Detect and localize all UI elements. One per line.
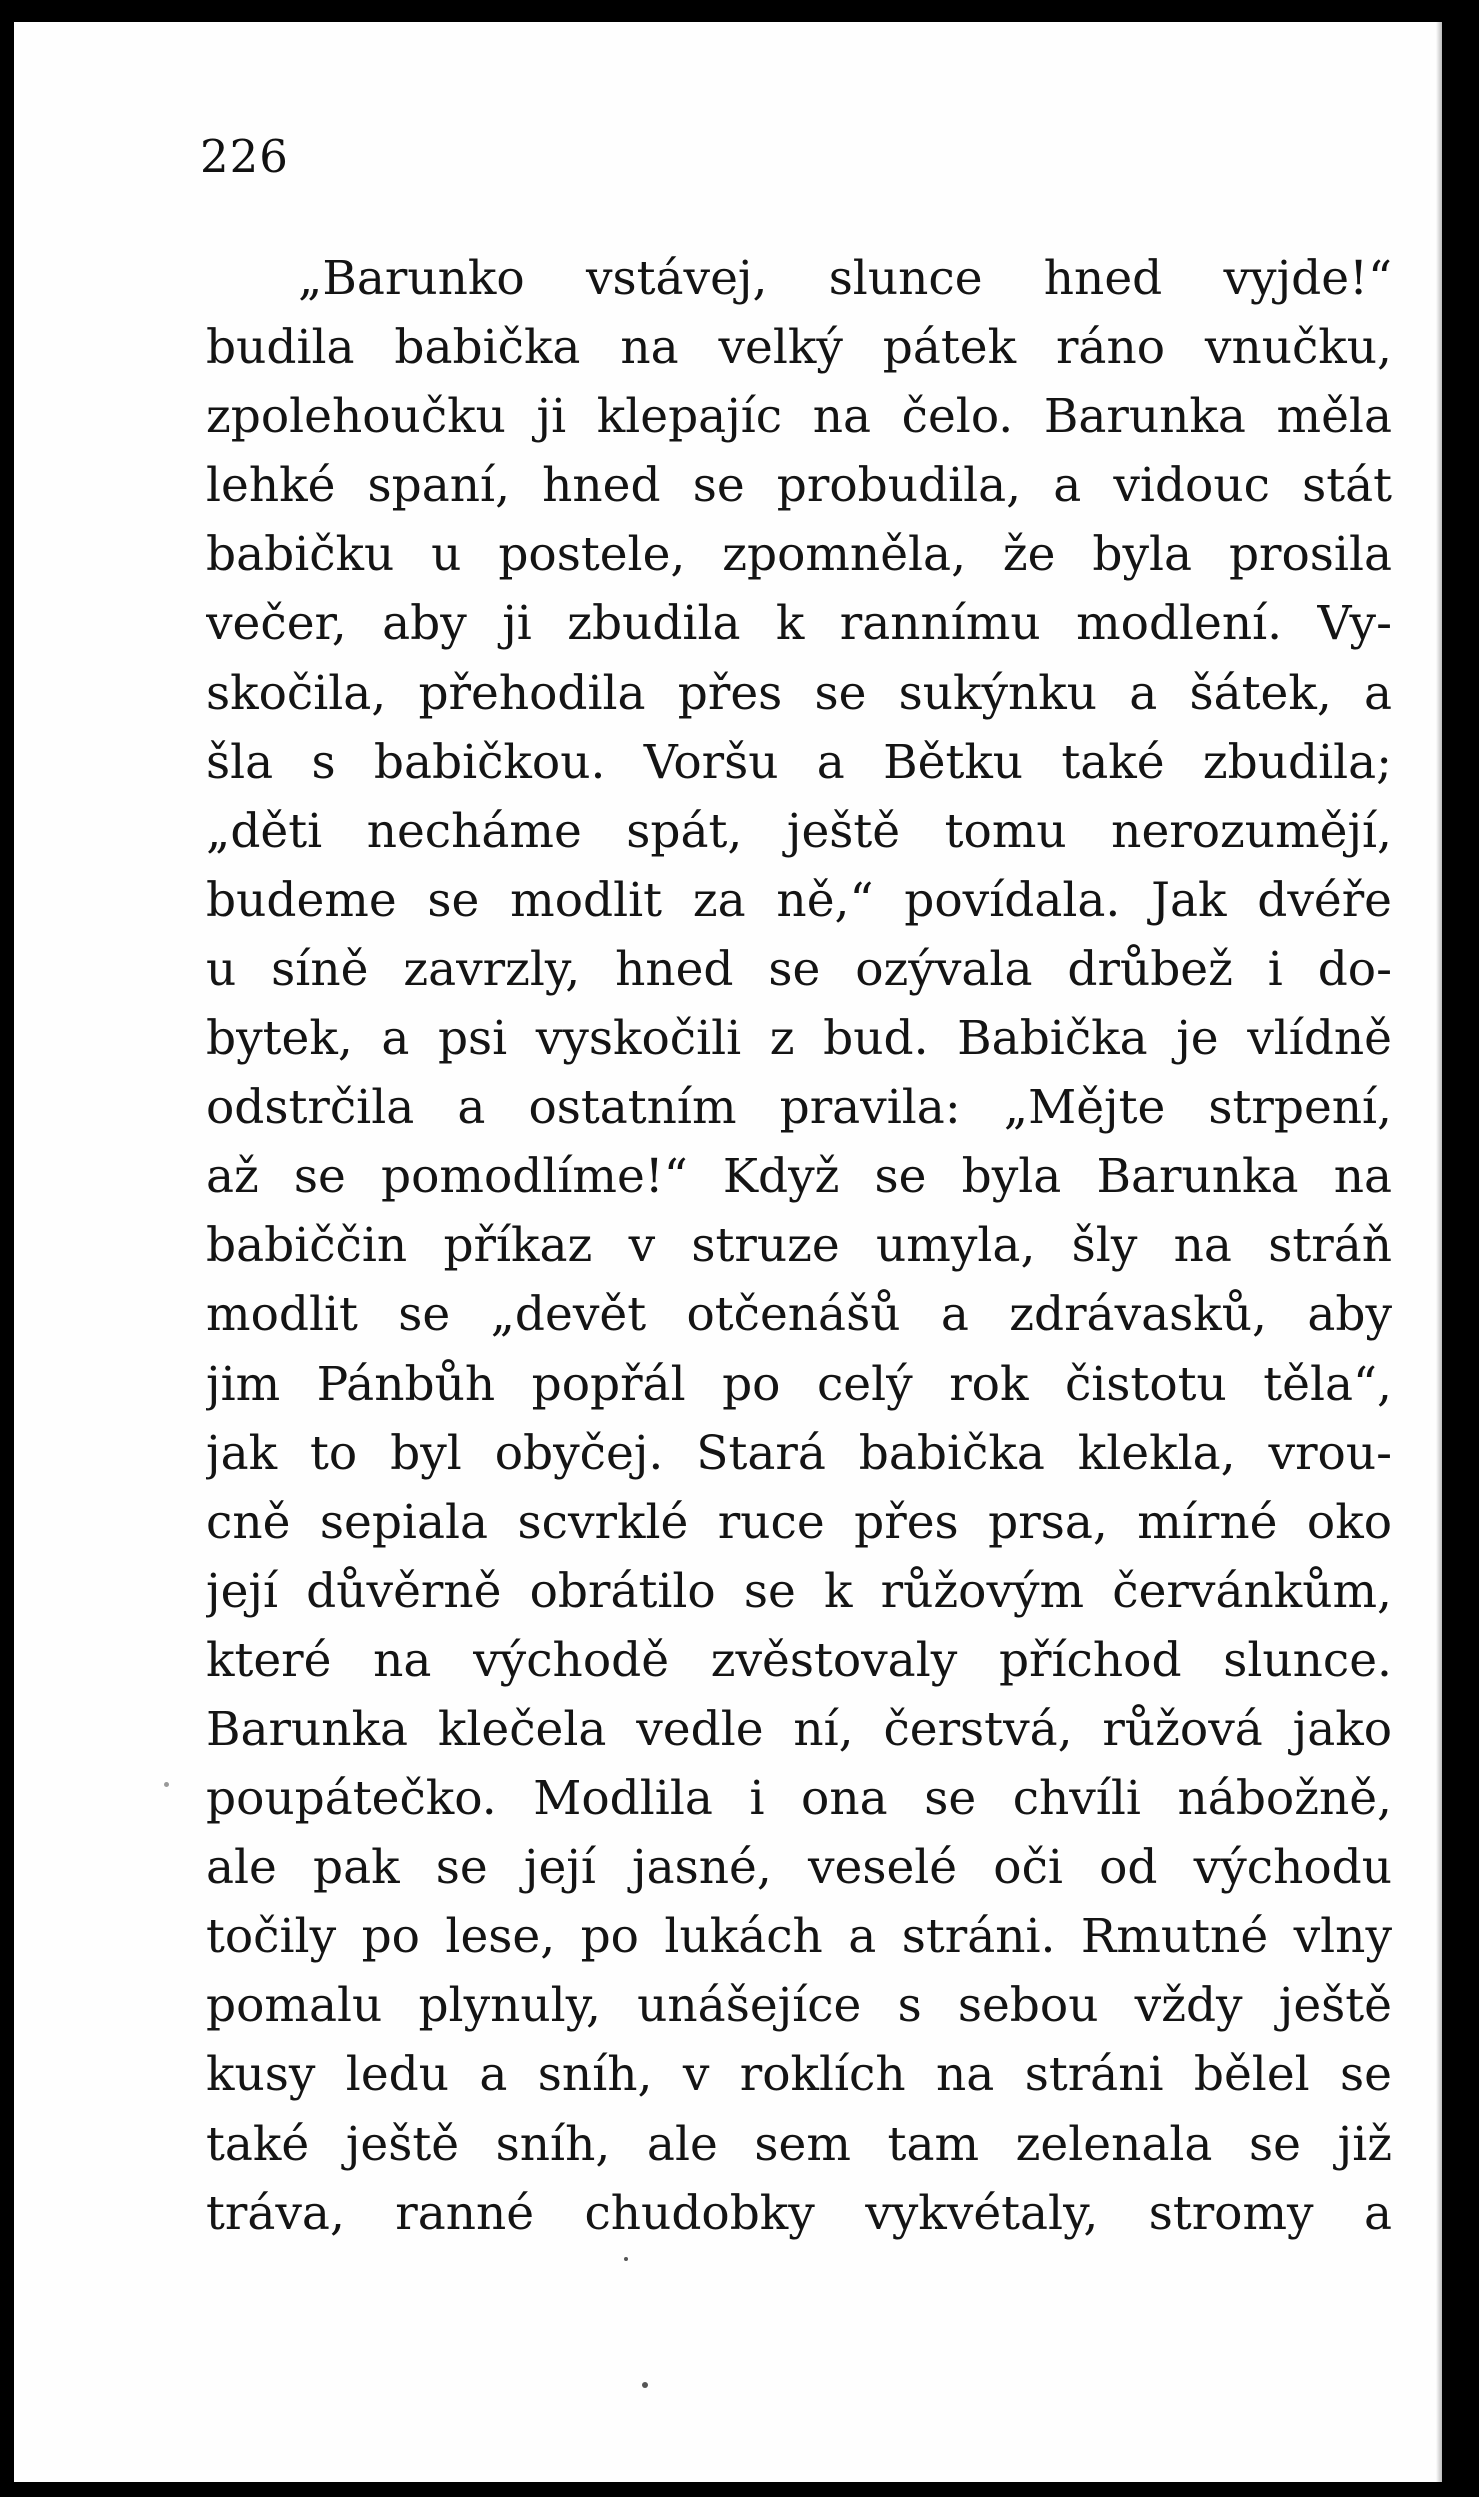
text-line: modlit se „devět otčenášů a zdrávasků, aby (206, 1287, 1392, 1343)
text-line: budeme se modlit za ně,“ povídala. Jak dvéře (206, 872, 1392, 928)
text-line: babičku u postele, zpomněla, že byla prosila (206, 527, 1392, 583)
text-line: večer, aby ji zbudila k rannímu modlení. Vy- (206, 596, 1392, 652)
text-line: odstrčila a ostatním pravila: „Mějte strpení, (206, 1080, 1392, 1136)
text-line: pomalu plynuly, unášejíce s sebou vždy ještě (206, 1978, 1392, 2034)
text-line: zpolehoučku ji klepajíc na čelo. Barunka měla (206, 389, 1392, 445)
text-line: Barunka klečela vedle ní, čerstvá, růžová jako (206, 1701, 1392, 1757)
body-text (206, 244, 1392, 2248)
text-line: lehké spaní, hned se probudila, a vidouc stát (206, 458, 1392, 514)
book-page (14, 22, 1442, 2482)
text-line: skočila, přehodila přes se sukýnku a šátek, a (206, 665, 1392, 721)
paper-speck (642, 2382, 648, 2388)
text-line: tráva, ranné chudobky vykvétaly, stromy a (206, 2185, 1392, 2241)
text-line: bytek, a psi vyskočili z bud. Babička je vlídně (206, 1011, 1392, 1067)
text-line: až se pomodlíme!“ Když se byla Barunka na (206, 1149, 1392, 1205)
text-line: jim Pánbůh popřál po celý rok čistotu těla“, (206, 1356, 1392, 1412)
paper-speck (624, 2257, 628, 2261)
text-line: také ještě sníh, ale sem tam zelenala se již (206, 2116, 1392, 2172)
text-line: jak to byl obyčej. Stará babička klekla, vrou- (206, 1425, 1392, 1481)
text-line: ale pak se její jasné, veselé oči od východu (206, 1840, 1392, 1896)
text-line: kusy ledu a sníh, v roklích na stráni bělel se (206, 2047, 1392, 2103)
page-number: 226 (200, 130, 289, 183)
text-line: které na východě zvěstovaly příchod slunce. (206, 1632, 1392, 1688)
paper-speck (164, 1782, 169, 1787)
text-line: u síně zavrzly, hned se ozývala drůbež i do- (206, 941, 1392, 997)
text-line: točily po lese, po lukách a stráni. Rmutné vlny (206, 1909, 1392, 1965)
text-line: „Barunko vstávej, slunce hned vyjde!“ (298, 251, 1392, 306)
text-line: cně sepiala scvrklé ruce přes prsa, mírné oko (206, 1494, 1392, 1550)
text-line: poupátečko. Modlila i ona se chvíli nábožně, (206, 1771, 1392, 1827)
text-line: budila babička na velký pátek ráno vnučku, (206, 320, 1392, 376)
text-line: „děti necháme spát, ještě tomu nerozumějí, (206, 803, 1392, 859)
text-line: šla s babičkou. Voršu a Bětku také zbudila; (206, 734, 1392, 790)
text-line: její důvěrně obrátilo se k růžovým červánkům, (206, 1563, 1392, 1619)
text-line: babiččin příkaz v struze umyla, šly na stráň (206, 1218, 1392, 1274)
page-edge-shadow (1436, 22, 1442, 2482)
